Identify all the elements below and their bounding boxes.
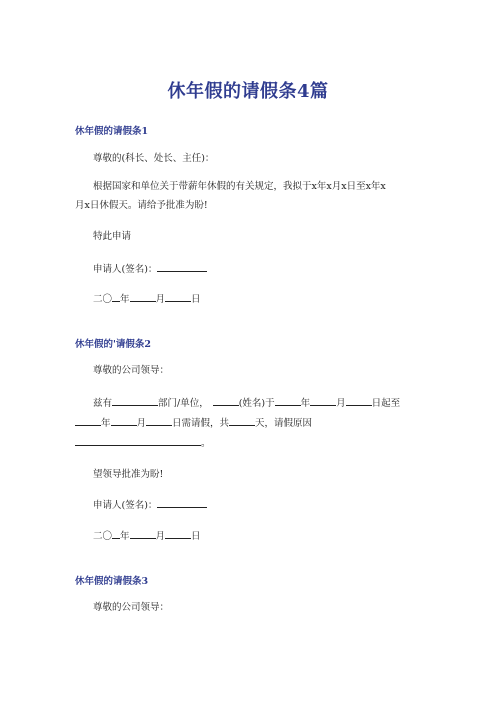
closing-2: 望领导批准为盼!	[93, 469, 164, 480]
blank	[213, 396, 239, 406]
text: 年	[300, 398, 311, 409]
section-heading-3: 休年假的请假条3	[75, 576, 149, 587]
date-year-2: 年	[120, 531, 130, 542]
signature-line-2	[93, 498, 207, 512]
blank	[229, 416, 255, 426]
blank	[75, 416, 101, 426]
blank	[75, 436, 201, 446]
blank	[112, 529, 120, 539]
body-line-1a: 根据国家和单位关于带薪年休假的有关规定，我拟于x年x月x日至x年x	[93, 181, 386, 192]
blank	[310, 396, 336, 406]
salutation-3: 尊敬的公司领导：	[93, 602, 170, 613]
date-day-1: 日	[191, 294, 201, 305]
text: 日起至	[371, 398, 401, 409]
date-month-1: 月	[155, 294, 166, 305]
date-prefix-2: 二〇	[93, 531, 113, 542]
date-prefix-1: 二〇	[93, 294, 113, 305]
body-line-2a	[93, 396, 400, 410]
blank	[112, 396, 158, 406]
signature-label-1: 申请人(签名)：	[93, 264, 158, 275]
text: 日需请假，共	[172, 418, 230, 429]
text: 天，请假原因	[255, 418, 313, 429]
closing-1: 特此申请	[93, 231, 132, 242]
blank	[165, 292, 191, 302]
date-year-1: 年	[120, 294, 130, 305]
date-day-2: 日	[191, 531, 201, 542]
blank	[346, 396, 372, 406]
signature-blank-2	[157, 498, 207, 508]
section-heading-1: 休年假的请假条1	[75, 126, 149, 137]
section-heading-2: 休年假的'请假条2	[75, 339, 152, 350]
body-line-2b	[75, 416, 312, 430]
text: 月	[136, 418, 147, 429]
blank	[130, 529, 156, 539]
text: 部门/单位，	[158, 398, 209, 409]
signature-line-1	[93, 262, 207, 276]
blank	[275, 396, 301, 406]
document-title: 休年假的请假条4篇	[167, 81, 329, 102]
body-line-1b: 月x日休假天。请给予批准为盼!	[75, 200, 208, 211]
text: 月	[336, 398, 346, 409]
blank	[165, 529, 191, 539]
blank	[130, 292, 156, 302]
salutation-1: 尊敬的(科长、处长、主任)：	[93, 153, 215, 164]
blank	[146, 416, 172, 426]
blank	[112, 292, 120, 302]
signature-blank-1	[157, 262, 207, 272]
text: 年	[101, 418, 111, 429]
body-line-2c	[75, 436, 211, 450]
text: 。	[201, 438, 211, 449]
blank	[111, 416, 137, 426]
signature-label-2: 申请人(签名)：	[93, 500, 158, 511]
text: (姓名)于	[238, 398, 275, 409]
date-month-2: 月	[155, 531, 166, 542]
date-line-2	[93, 529, 201, 543]
salutation-2: 尊敬的公司领导：	[93, 365, 170, 376]
text: 兹有	[93, 398, 113, 409]
date-line-1	[93, 292, 201, 306]
